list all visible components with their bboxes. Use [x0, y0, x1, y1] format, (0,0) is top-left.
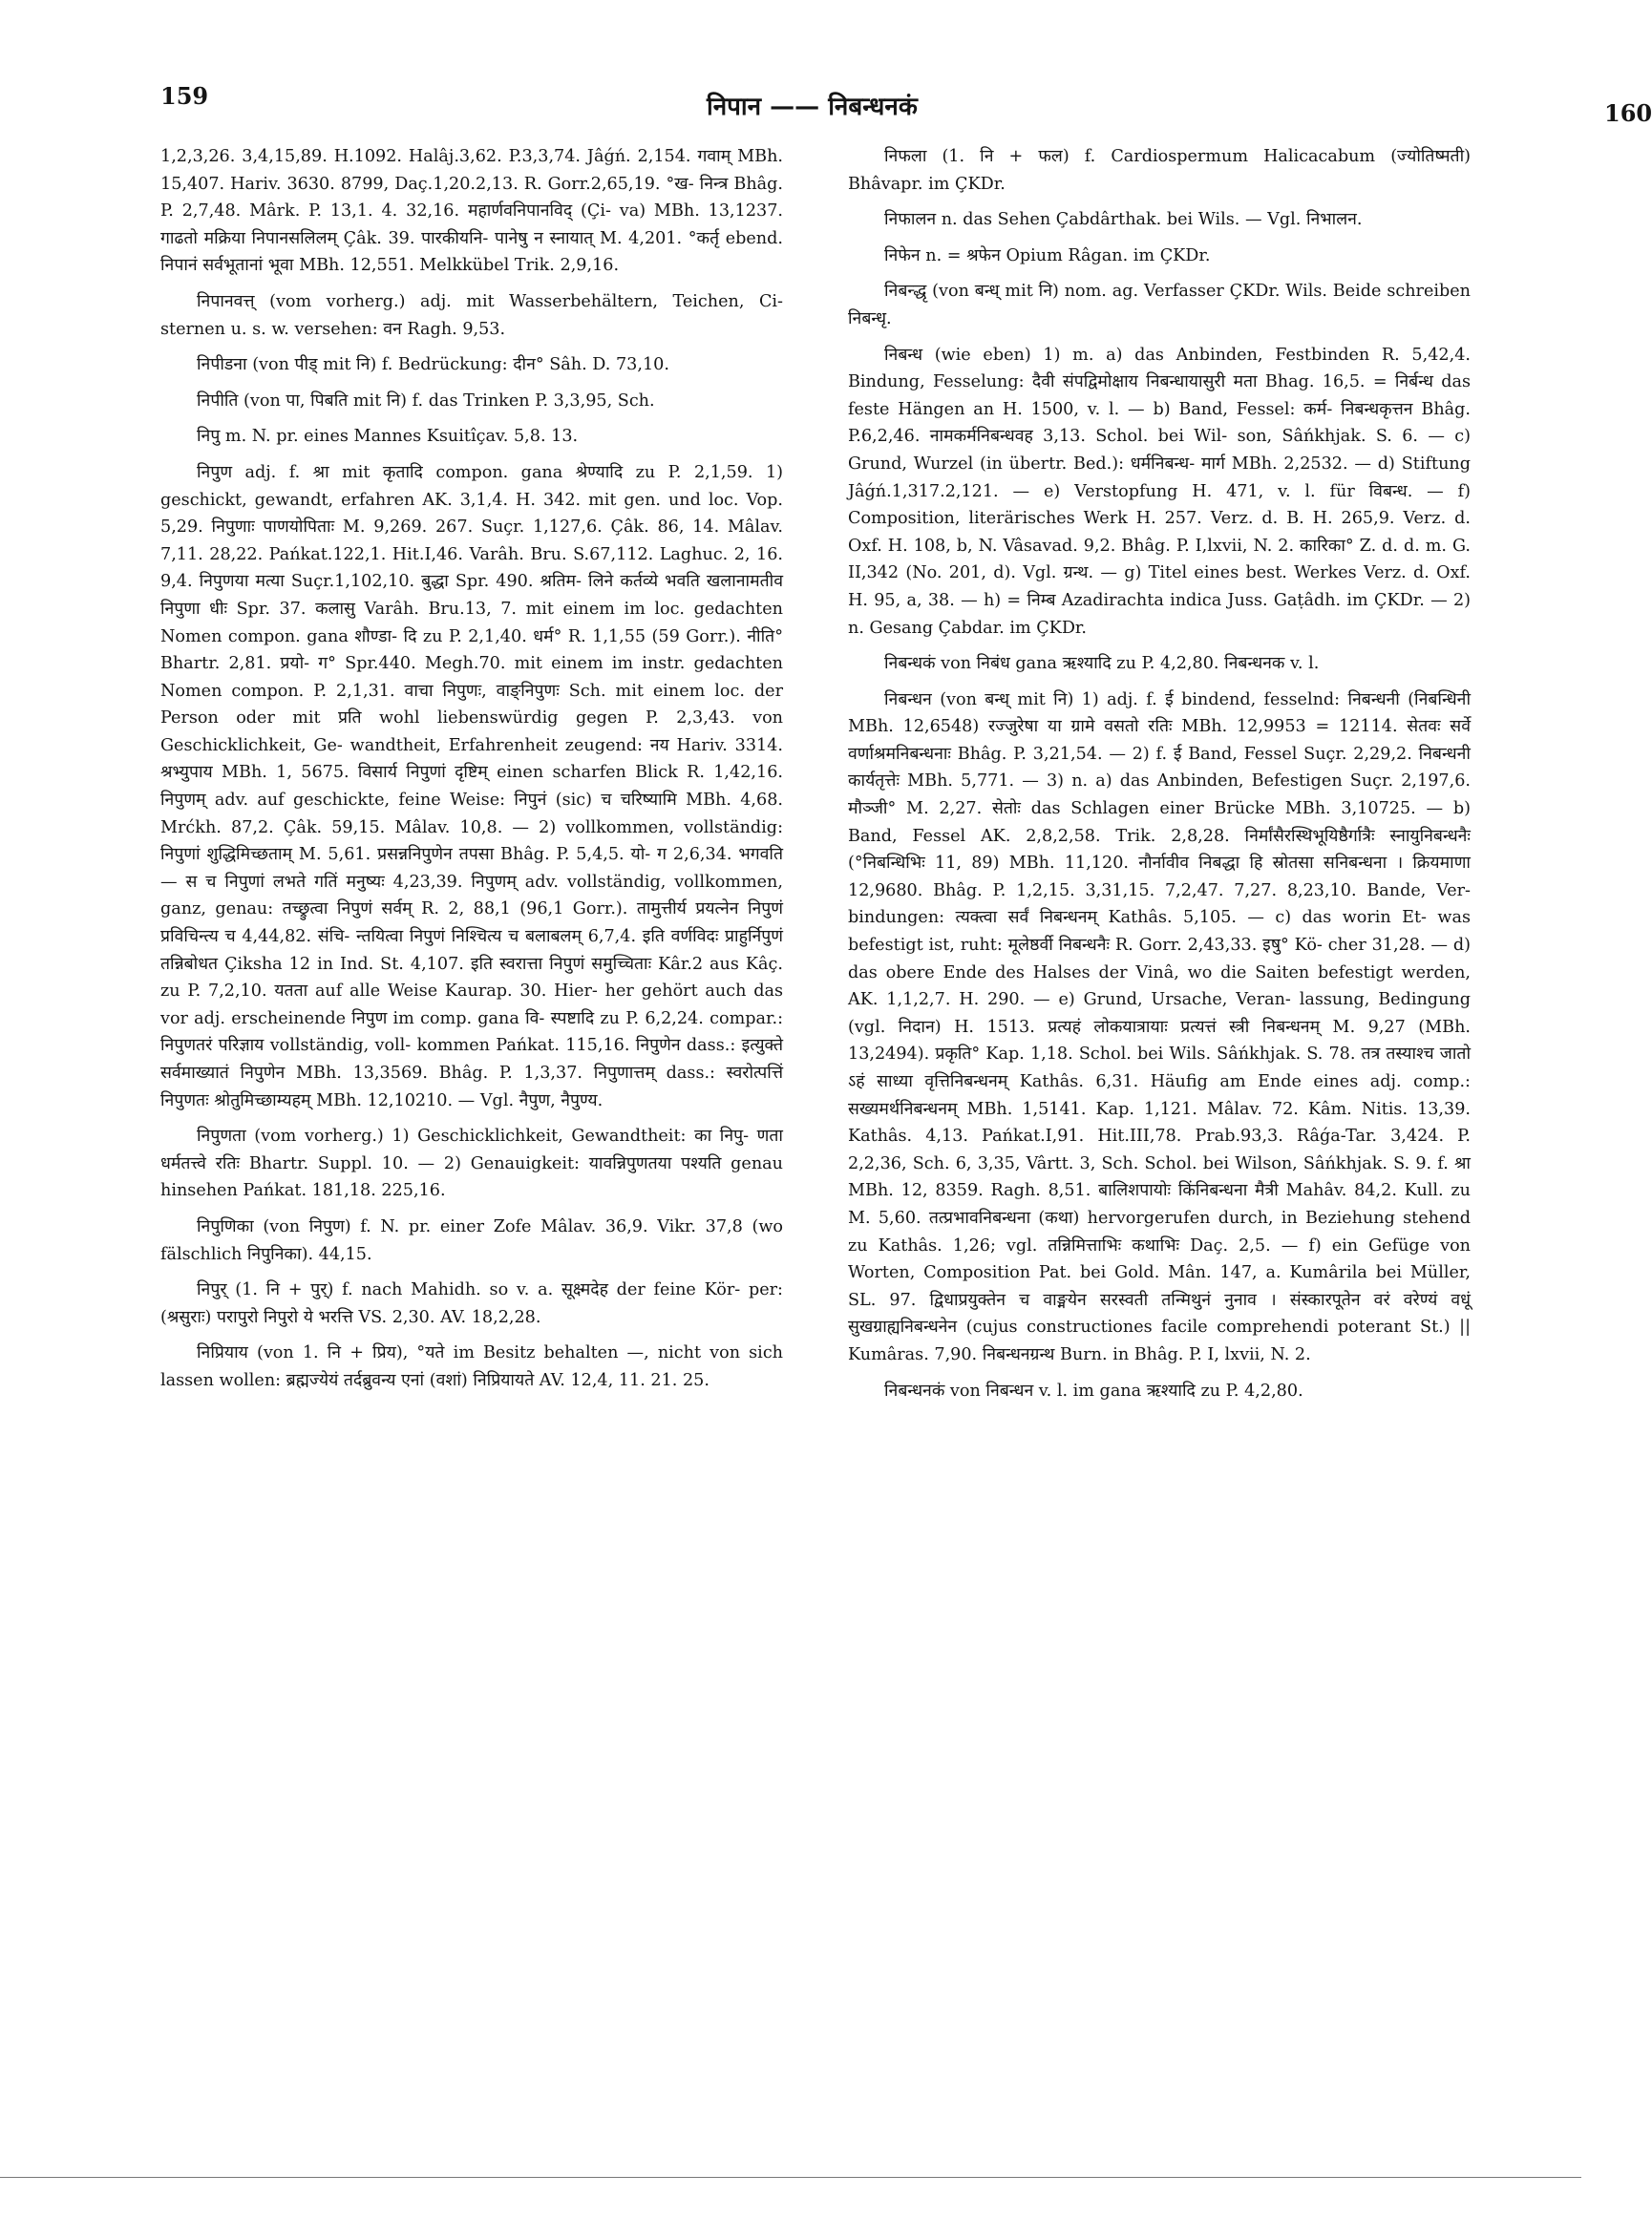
- dictionary-entry: निपुणिका (von निपुण) f. N. pr. einer Zofe Mâlav. 36,9. Vikr. 37,8 (wo fälschlich निपुनिका). 44,15.: [160, 1216, 783, 1264]
- dictionary-entry: निपुणता (vom vorherg.) 1) Geschicklichkeit, Gewandtheit: का निपु- णता धर्मतत्त्वे रतिः Bhartr. Suppl. 10. — 2) Genauigkeit: यावन्निपुणतया पश्यति genau hinsehen Pańkat. 181,18. 225,16.: [160, 1127, 783, 1201]
- dictionary-entry: निपीति (von पा, पिबति mit नि) f. das Trinken P. 3,3,95, Sch.: [197, 391, 655, 411]
- dictionary-entry: निबन्धकं von निबंध gana ऋश्यादि zu P. 4,2,80. निबन्धनक v. l.: [884, 654, 1320, 674]
- dictionary-entry: निफला (1. नि + फल) f. Cardiospermum Halicacabum (ज्योतिष्मती) Bhâvapr. im ÇKDr.: [848, 147, 1471, 194]
- dictionary-entry: निबन्धन (von बन्ध् mit नि) 1) adj. f. ई bindend, fesselnd: निबन्धनी (निबन्धिनी MBh. 12,6548) रज्जुरेषा या ग्रामे वसतो रतिः MBh. 12,9953 = 12114. सेतवः सर्वे वर्णाश्रमनिबन्धनाः Bhâg. P. 3,21,54. — 2) f. ई Band, Fessel Suçr. 2,29,2. निबन्धनी कार्यतृत्तेः MBh. 5,771. — 3) n. a) das Anbinden, Befestigen Suçr. 2,197,6. मौञ्जी° M. 2,27. सेतोः das Schlagen einer Brücke MBh. 3,10725. — b) Band, Fessel AK. 2,8,2,58. Trik. 2,8,28. निर्मांसैरस्थिभूयिष्ठैर्गात्रैः स्नायुनिबन्धनैः (°निबन्धिभिः 11, 89) MBh. 11,120. नौर्नावीव निबद्धा हि स्रोतसा सनिबन्धना । क्रियमाणा 12,9680. Bhâg. P. 1,2,15. 3,31,15. 7,2,47. 7,27. 8,23,10. Bande, Ver- bindungen: त्यक्त्वा सर्वं निबन्धनम् Kathâs. 5,105. — c) das worin Et- was befestigt ist, ruht: मूलेष्ठर्वी निबन्धनैः R. Gorr. 2,43,33. इषु° Kö- cher 31,28. — d) das obere Ende des Halses der Vinâ, wo die Saiten befestigt werden, AK. 1,1,2,7. H. 290. — e) Grund, Ursache, Veran- lassung, Bedingung (vgl. निदान) H. 1513. प्रत्यहं लोकयात्रायाः प्रत्यत्तं स्त्री निबन्धनम् M. 9,27 (MBh. 13,2494). प्रकृति° Kap. 1,18. Schol. bei Wils. Sâńkhjak. S. 78. तत्र तस्याश्च जातो ऽहं साध्या वृत्तिनिबन्धनम् Kathâs. 6,31. Häufig am Ende eines adj. comp.: सख्यमर्थनिबन्धनम् MBh. 1,5141. Kap. 1,121. Mâlav. 72. Kâm. Nitis. 13,39. Kathâs. 4,13. Pańkat.I,91. Hit.III,78. Prab.93,3. Râǵa-Tar. 3,424. P. 2,2,36, Sch. 6, 3,35, Vârtt. 3, Sch. Schol. bei Wilson, Sâńkhjak. S. 9. f. श्रा MBh. 12, 8359. Ragh. 8,51. बालिशपायोः किंनिबन्धना मैत्री Mahâv. 84,2. Kull. zu M. 5,60. तत्प्रभावनिबन्धना (कथा) hervorgerufen durch, in Beziehung stehend zu Kathâs. 1,26; vgl. तन्निमित्ताभिः कथाभिः Daç. 2,5. — f) ein Gefüge von Worten, Composition Pat. bei Gold. Mân. 147, a. Kumârila bei Müller, SL. 97. द्विधाप्रयुक्तेन च वाङ्मयेन सरस्वती तन्मिथुनं नुनाव । संस्कारपूतेन वरं वरेण्यं वधूं सुखग्राह्यनिबन्धनेन (cujus constructiones facile comprehendi poterant St.) || Kumâras. 7,90. निबन्धनग्रन्थ Burn. in Bhâg. P. I, lxvii, N. 2.: [848, 689, 1471, 1364]
- right-column: [848, 143, 1471, 1413]
- dictionary-entry: निपु m. N. pr. eines Mannes Ksuitîçav. 5,8. 13.: [197, 427, 579, 447]
- dictionary-entry: निप्रियाय (von 1. नि + प्रिय), °यते im Besitz behalten —, nicht von sich lassen wollen: ब्रह्मज्येयं तर्दब्रुवन्य एनां (वशां) निप्रियायते AV. 12,4, 11. 21. 25.: [160, 1343, 783, 1390]
- footer-rule: [0, 2177, 1581, 2178]
- dictionary-entry: निबन्ध (wie eben) 1) m. a) das Anbinden, Festbinden R. 5,42,4. Bindung, Fesselung: दैवी संपद्विमोक्षाय निबन्धायासुरी मता Bhag. 16,5. = निर्बन्ध das feste Hängen an H. 1500, v. l. — b) Band, Fessel: कर्म- निबन्धकृत्तन Bhâg. P.6,2,46. नामकर्मनिबन्धवह 3,13. Schol. bei Wil- son, Sâńkhjak. S. 6. — c) Grund, Wurzel (in übertr. Bed.): धर्मनिबन्ध- मार्ग MBh. 2,2532. — d) Stiftung Jâǵń.1,317.2,121. — e) Verstopfung H. 471, v. l. für विबन्ध. — f) Composition, literärisches Werk H. 257. Verz. d. B. H. 265,9. Verz. d. Oxf. H. 108, b, N. Vâsavad. 9,2. Bhâg. P. I,lxvii, N. 2. कारिका° Z. d. d. m. G. II,342 (No. 201, d). Vgl. ग्रन्थ. — g) Titel eines best. Werkes Verz. d. Oxf. H. 95, a, 38. — h) = निम्ब Azadirachta indica Juss. Gaṭâdh. im ÇKDr. — 2) n. Gesang Çabdar. im ÇKDr.: [848, 345, 1471, 638]
- page-number-left: 159: [160, 82, 209, 110]
- dictionary-entry: निपुण adj. f. श्रा mit कृतादि compon. gana श्रेण्यादि zu P. 2,1,59. 1) geschickt, gewandt, erfahren AK. 3,1,4. H. 342. mit gen. und loc. Vop. 5,29. निपुणाः पाणयोपिताः M. 9,269. 267. Suçr. 1,127,6. Çâk. 86, 14. Mâlav. 7,11. 28,22. Pańkat.122,1. Hit.I,46. Varâh. Bru. S.67,112. Laghuc. 2, 16. 9,4. निपुणया मत्या Suçr.1,102,10. बुद्धा Spr. 490. श्रतिम- लिने कर्तव्ये भवति खलानामतीव निपुणा धीः Spr. 37. कलासु Varâh. Bru.13, 7. mit einem im loc. gedachten Nomen compon. gana शौण्डा- दि zu P. 2,1,40. धर्म° R. 1,1,55 (59 Gorr.). नीति° Bhartr. 2,81. प्रयो- ग° Spr.440. Megh.70. mit einem im instr. gedachten Nomen compon. P. 2,1,31. वाचा निपुणः, वाङ्निपुणः Sch. mit einem loc. der Person oder mit प्रति wohl liebenswürdig gegen P. 2,3,43. von Geschicklichkeit, Ge- wandtheit, Erfahrenheit zeugend: नय Hariv. 3314. श्रभ्युपाय MBh. 1, 5675. विसार्य निपुणां दृष्टिम् einen scharfen Blick R. 1,42,16. निपुणम् adv. auf geschickte, feine Weise: निपुनं (sic) च चरिष्यामि MBh. 4,68. Mrćkh. 87,2. Çâk. 59,15. Mâlav. 10,8. — 2) vollkommen, vollständig: निपुणां शुद्धिमिच्छताम् M. 5,61. प्रसन्ननिपुणेन तपसा Bhâg. P. 5,4,5. यो- ग 2,6,34. भगवति — स च निपुणां लभते गतिं मनुष्यः 4,23,39. निपुणम् adv. vollständig, vollkommen, ganz, genau: तच्छ्रुत्वा निपुणं सर्वम् R. 2, 88,1 (96,1 Gorr.). तामुत्तीर्य प्रयत्नेन निपुणं प्रविचिन्त्य च 4,44,82. संचि- न्तयित्वा निपुणं निश्चित्य च बलाबलम् 6,7,4. इति वर्णविदः प्राहुर्निपुणं तन्निबोधत Çiksha 12 in Ind. St. 4,107. इति स्वरात्ता निपुणं समुच्चिताः Kâr.2 aus Kâç. zu P. 7,2,10. यतता auf alle Weise Kaurap. 30. Hier- her gehört auch das vor adj. erscheinende निपुण im comp. gana वि- स्पष्टादि zu P. 6,2,24. compar.: निपुणतरं परिज्ञाय vollständig, voll- kommen Pańkat. 115,16. निपुणेन dass.: इत्युक्ते सर्वमाख्यातं निपुणेन MBh. 13,3569. Bhâg. P. 1,3,37. निपुणात्तम् dass.: स्वरोत्पत्तिं निपुणतः श्रोतुमिच्छाम्यहम् MBh. 12,10210. — Vgl. नैपुण, नैपुण्य.: [160, 462, 783, 1110]
- dictionary-entry: निफालन n. das Sehen Çabdârthak. bei Wils. — Vgl. निभालन.: [884, 210, 1363, 230]
- dictionary-entry: निबन्धनकं von निबन्धन v. l. im gana ऋश्यादि zu P. 4,2,80.: [884, 1381, 1303, 1401]
- dictionary-entry: 1,2,3,26. 3,4,15,89. H.1092. Halâj.3,62. P.3,3,74. Jâǵń. 2,154. गवाम् MBh. 15,407. Hariv. 3630. 8799, Daç.1,20.2,13. R. Gorr.2,65,19. °ख- निन्त्र Bhâg. P. 2,7,48. Mârk. P. 13,1. 4. 32,16. महार्णवनिपानविद् (Çi- va) MBh. 13,1237. गाढतो मक्रिया निपानसलिलम् Çâk. 39. पारकीयनि- पानेषु न स्नायात् M. 4,201. °कर्तृ ebend. निपानं सर्वभूतानां भूवा MBh. 12,551. Melkkübel Trik. 2,9,16.: [160, 147, 783, 276]
- dictionary-entry: निबन्द्धृ (von बन्ध् mit नि) nom. ag. Verfasser ÇKDr. Wils. Beide schreiben निबन्धृ.: [848, 282, 1471, 328]
- page-header-title: निपान —— निबन्धनकं: [707, 93, 918, 121]
- left-column: [160, 143, 783, 1404]
- dictionary-entry: निफेन n. = श्रफेन Opium Râgan. im ÇKDr.: [884, 245, 1211, 265]
- page-number-right: 160: [1604, 99, 1652, 127]
- dictionary-entry: निपीडना (von पीड् mit नि) f. Bedrückung: दीन° Sâh. D. 73,10.: [197, 355, 669, 375]
- dictionary-entry: निपानवत्त् (vom vorherg.) adj. mit Wasserbehältern, Teichen, Ci- sternen u. s. w. versehen: वन Ragh. 9,53.: [160, 291, 783, 339]
- dictionary-entry: निपुर् (1. नि + पुर्) f. nach Mahidh. so v. a. सूक्ष्मदेह der feine Kör- per: (श्रसुराः) परापुरो निपुरो ये भरत्ति VS. 2,30. AV. 18,2,28.: [160, 1280, 783, 1327]
